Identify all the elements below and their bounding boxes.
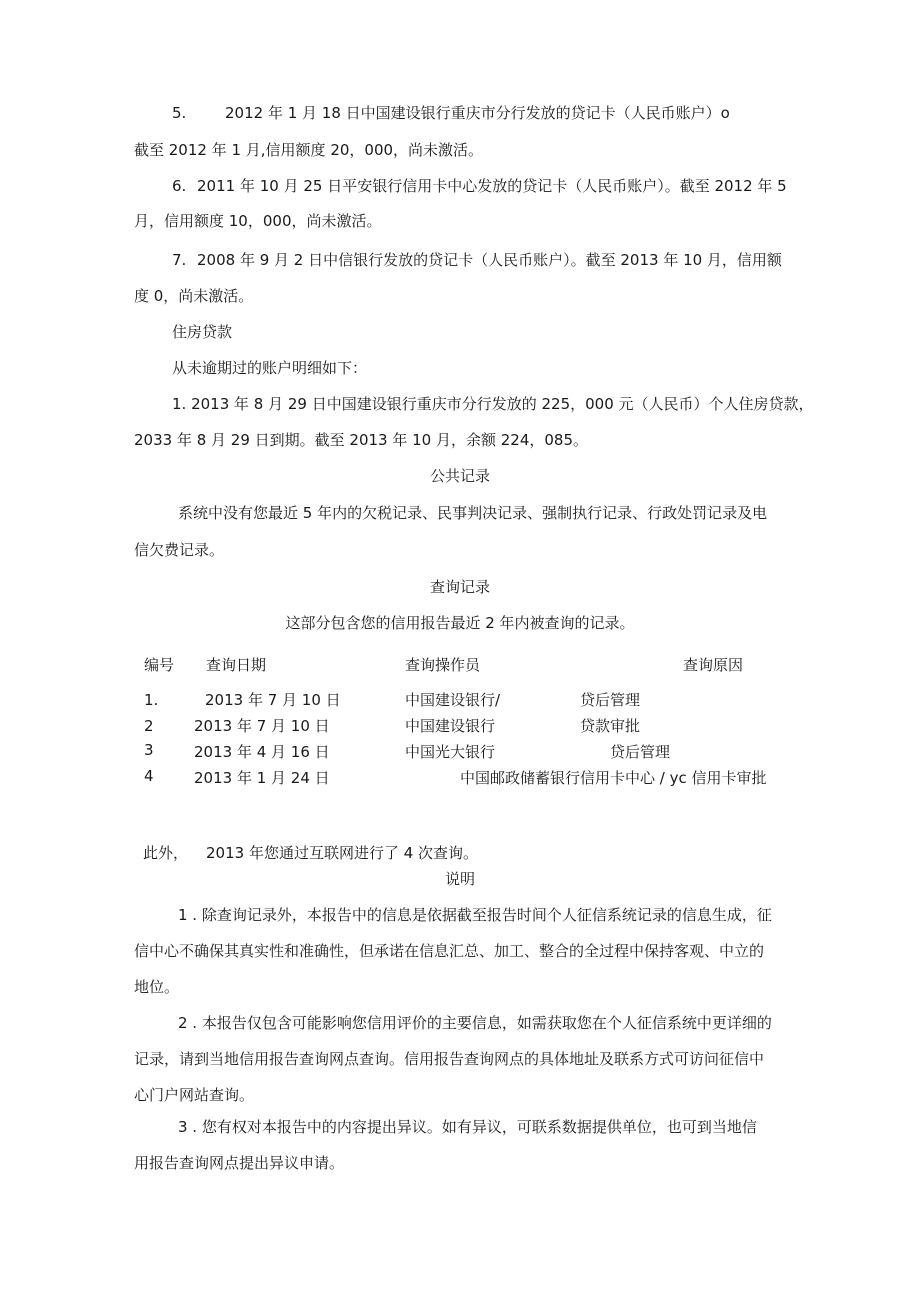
row-date: 2013 年 7 月 10 日	[205, 691, 341, 709]
note-2-line1: 2 . 本报告仅包含可能影响您信用评价的主要信息，如需获取您在个人征信系统中更详细的	[178, 1014, 772, 1032]
card-5-line2: 截至 2012 年 1 月,信用额度 20，000，尚未激活。	[134, 141, 484, 159]
query-extra-label: 此外，	[143, 844, 189, 862]
card-5-number: 5.	[172, 104, 187, 122]
row-number: 2	[144, 717, 154, 735]
row-operator: 中国建设银行	[405, 717, 496, 735]
card-6-line1: 2011 年 10 月 25 日平安银行信用卡中心发放的贷记卡（人民币账户）。截至 2012 年 5	[197, 177, 787, 195]
row-reason: 贷款审批	[580, 717, 641, 735]
query-records-subtitle: 这部分包含您的信用报告最近 2 年内被查询的记录。	[285, 614, 635, 632]
housing-loan-item-line1: 1. 2013 年 8 月 29 日中国建设银行重庆市分行发放的 225，000 元（人民币）个人住房贷款，	[172, 395, 814, 413]
note-1-line3: 地位。	[134, 978, 180, 996]
row-date: 2013 年 1 月 24 日	[194, 769, 330, 787]
card-7-number: 7.	[172, 251, 187, 269]
note-2-line2: 记录，请到当地信用报告查询网点查询。信用报告查询网点的具体地址及联系方式可访问征信中	[134, 1050, 765, 1068]
card-7-line2: 度 0，尚未激活。	[134, 287, 254, 305]
row-operator-reason: 中国邮政储蓄银行信用卡中心 / yc 信用卡审批	[460, 769, 767, 787]
row-number: 4	[144, 767, 154, 785]
row-number: 1.	[144, 691, 159, 709]
header-query-reason: 查询原因	[683, 656, 744, 674]
housing-loan-intro: 从未逾期过的账户明细如下：	[172, 359, 368, 377]
card-7-line1: 2008 年 9 月 2 日中信银行发放的贷记卡（人民币账户）。截至 2013 年 10 月，信用额	[197, 251, 782, 269]
header-query-date: 查询日期	[206, 656, 267, 674]
row-date: 2013 年 7 月 10 日	[194, 717, 330, 735]
row-reason: 贷后管理	[580, 691, 641, 709]
public-records-title: 公共记录	[429, 467, 490, 485]
note-1-line2: 信中心不确保其真实性和准确性，但承诺在信息汇总、加工、整合的全过程中保持客观、中立的	[134, 942, 765, 960]
note-3-line1: 3 . 您有权对本报告中的内容提出异议。如有异议，可联系数据提供单位，也可到当地信	[178, 1118, 757, 1136]
row-reason: 贷后管理	[610, 743, 671, 761]
row-number: 3	[144, 741, 154, 759]
public-records-line1: 系统中没有您最近 5 年内的欠税记录、民事判决记录、强制执行记录、行政处罚记录及电	[178, 504, 768, 522]
notes-title: 说明	[444, 870, 475, 888]
row-operator: 中国建设银行/	[405, 691, 501, 709]
note-1-line1: 1 . 除查询记录外，本报告中的信息是依据截至报告时间个人征信系统记录的信息生成，征	[178, 906, 772, 924]
header-query-operator: 查询操作员	[405, 656, 481, 674]
header-number: 编号	[144, 656, 175, 674]
card-6-number: 6.	[172, 177, 187, 195]
housing-loan-heading: 住房贷款	[172, 323, 233, 341]
query-records-title: 查询记录	[429, 578, 490, 596]
public-records-line2: 信欠费记录。	[134, 541, 225, 559]
query-extra-text: 2013 年您通过互联网进行了 4 次查询。	[206, 844, 479, 862]
card-6-line2: 月，信用额度 10，000，尚未激活。	[134, 212, 382, 230]
note-2-line3: 心门户网站查询。	[134, 1086, 255, 1104]
note-3-line2: 用报告查询网点提出异议申请。	[134, 1154, 345, 1172]
row-date: 2013 年 4 月 16 日	[194, 743, 330, 761]
card-5-line1: 2012 年 1 月 18 日中国建设银行重庆市分行发放的贷记卡（人民币账户）o	[225, 104, 730, 122]
row-operator: 中国光大银行	[405, 743, 496, 761]
housing-loan-item-line2: 2033 年 8 月 29 日到期。截至 2013 年 10 月，余额 224，085。	[134, 431, 589, 449]
